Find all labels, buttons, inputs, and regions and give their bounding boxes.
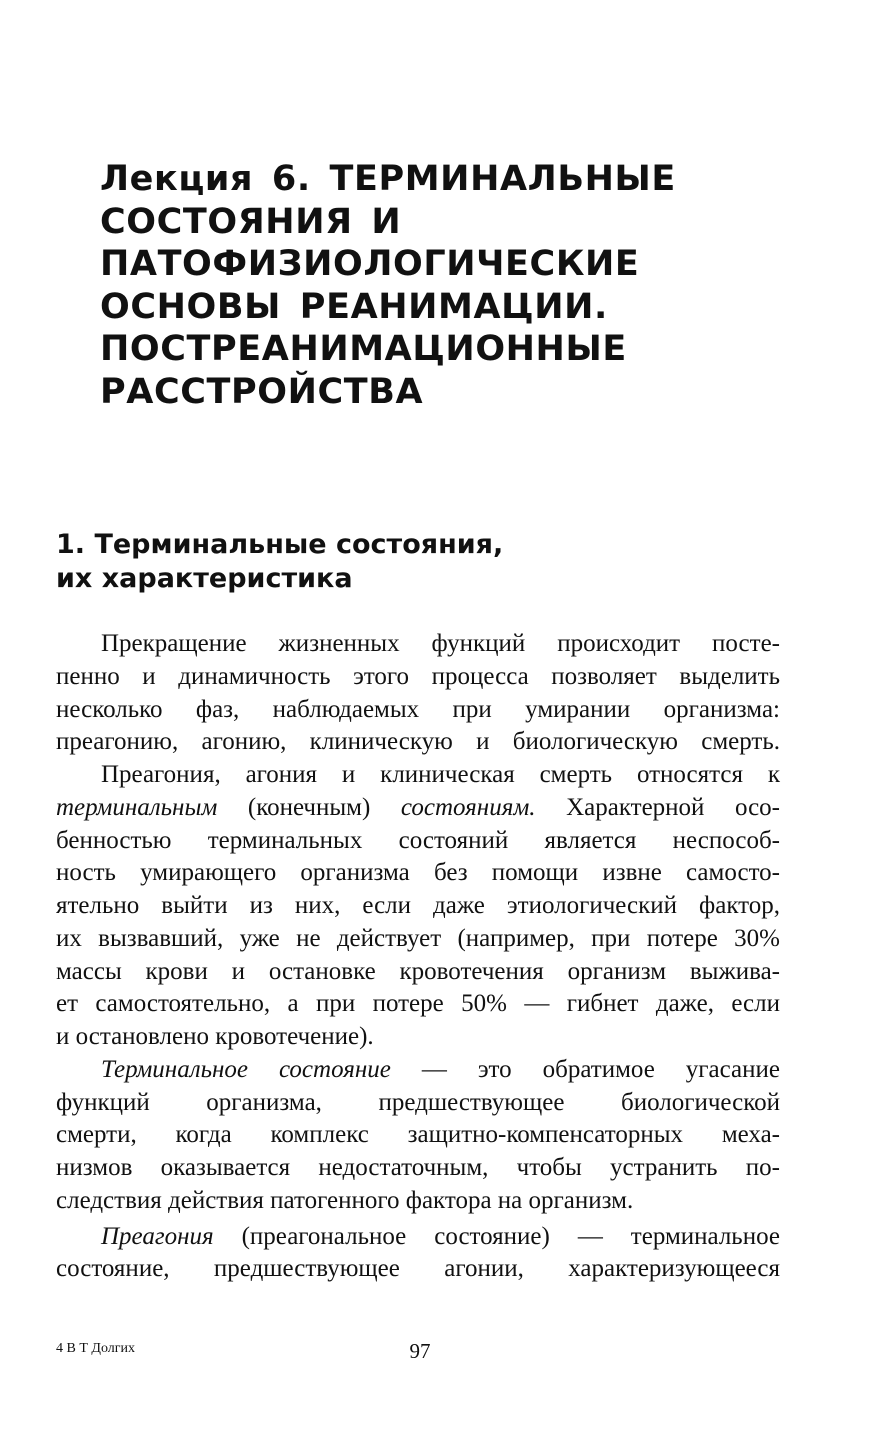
text-line: ет самостоятельно, а при потере 50% — гибнет даже, если bbox=[56, 990, 780, 1018]
chapter-title-line: ПОСТРЕАНИМАЦИОННЫЕ bbox=[100, 329, 627, 369]
text-span: — это обратимое угасание bbox=[390, 1055, 780, 1083]
chapter-title-line: ОСНОВЫ РЕАНИМАЦИИ. bbox=[100, 286, 608, 327]
text-line bbox=[56, 1054, 780, 1087]
paragraph bbox=[56, 1054, 780, 1218]
text-line: смерти, когда комплекс защитно-компенсаторных меха- bbox=[56, 1121, 780, 1149]
paragraph bbox=[56, 1221, 780, 1287]
text-line: пенно и динамичность этого процесса позволяет выделить bbox=[56, 662, 780, 690]
section-title bbox=[56, 528, 776, 596]
text-line: их вызвавший, уже не действует (например, при потере 30% bbox=[56, 924, 780, 952]
text-line: и остановлено кровотечение). bbox=[56, 1023, 374, 1050]
chapter-title-line: Лекция 6. ТЕРМИНАЛЬНЫЕ bbox=[100, 159, 676, 199]
text-line: Преагония, агония и клиническая смерть относятся к bbox=[101, 761, 780, 788]
text-line: массы крови и остановке кровотечения организм выжива- bbox=[56, 957, 780, 985]
text-line: преагонию, агонию, клиническую и биологическую смерть. bbox=[56, 728, 780, 756]
text-span: (конечным) bbox=[217, 793, 401, 821]
term-italic: состояниям. bbox=[400, 793, 536, 821]
term-italic: Преагония bbox=[101, 1222, 214, 1250]
term-italic: терминальным bbox=[56, 793, 218, 821]
text-span: Характерной осо- bbox=[535, 793, 781, 821]
section-title-line: 1. Терминальные состояния, bbox=[56, 529, 504, 560]
paragraph bbox=[56, 759, 780, 1054]
text-line: Прекращение жизненных функций происходит посте- bbox=[101, 630, 780, 657]
text-line: следствия действия патогенного фактора на организм. bbox=[56, 1186, 634, 1214]
text-line: низмов оказывается недостаточным, чтобы устранить по- bbox=[56, 1154, 780, 1181]
chapter-title bbox=[100, 158, 800, 413]
chapter-title-line: РАССТРОЙСТВА bbox=[100, 371, 424, 412]
text-line: несколько фаз, наблюдаемых при умирании организма: bbox=[56, 695, 780, 723]
text-line: состояние, предшествующее агонии, характеризующееся bbox=[56, 1255, 780, 1283]
chapter-title-line: ПАТОФИЗИОЛОГИЧЕСКИЕ bbox=[100, 244, 640, 284]
page-number: 97 bbox=[409, 1339, 431, 1363]
text-span: (преагональное состояние) — терминальное bbox=[213, 1222, 780, 1250]
text-line: функций организма, предшествующее биологической bbox=[56, 1088, 780, 1116]
text-line: бенностью терминальных состояний является неспособ- bbox=[56, 826, 780, 854]
section-title-line: их характеристика bbox=[56, 563, 353, 594]
text-line bbox=[56, 792, 780, 825]
paragraph bbox=[56, 628, 780, 759]
signature-mark: 4 В Т Долгих bbox=[56, 1341, 135, 1356]
term-italic: Терминальное состояние bbox=[101, 1055, 391, 1083]
text-line bbox=[56, 1221, 780, 1254]
text-line: ность умирающего организма без помощи извне самосто- bbox=[56, 859, 780, 887]
body-text bbox=[56, 628, 780, 1286]
text-line: ятельно выйти из них, если даже этиологический фактор, bbox=[56, 892, 780, 919]
chapter-title-line: СОСТОЯНИЯ И bbox=[100, 201, 402, 242]
